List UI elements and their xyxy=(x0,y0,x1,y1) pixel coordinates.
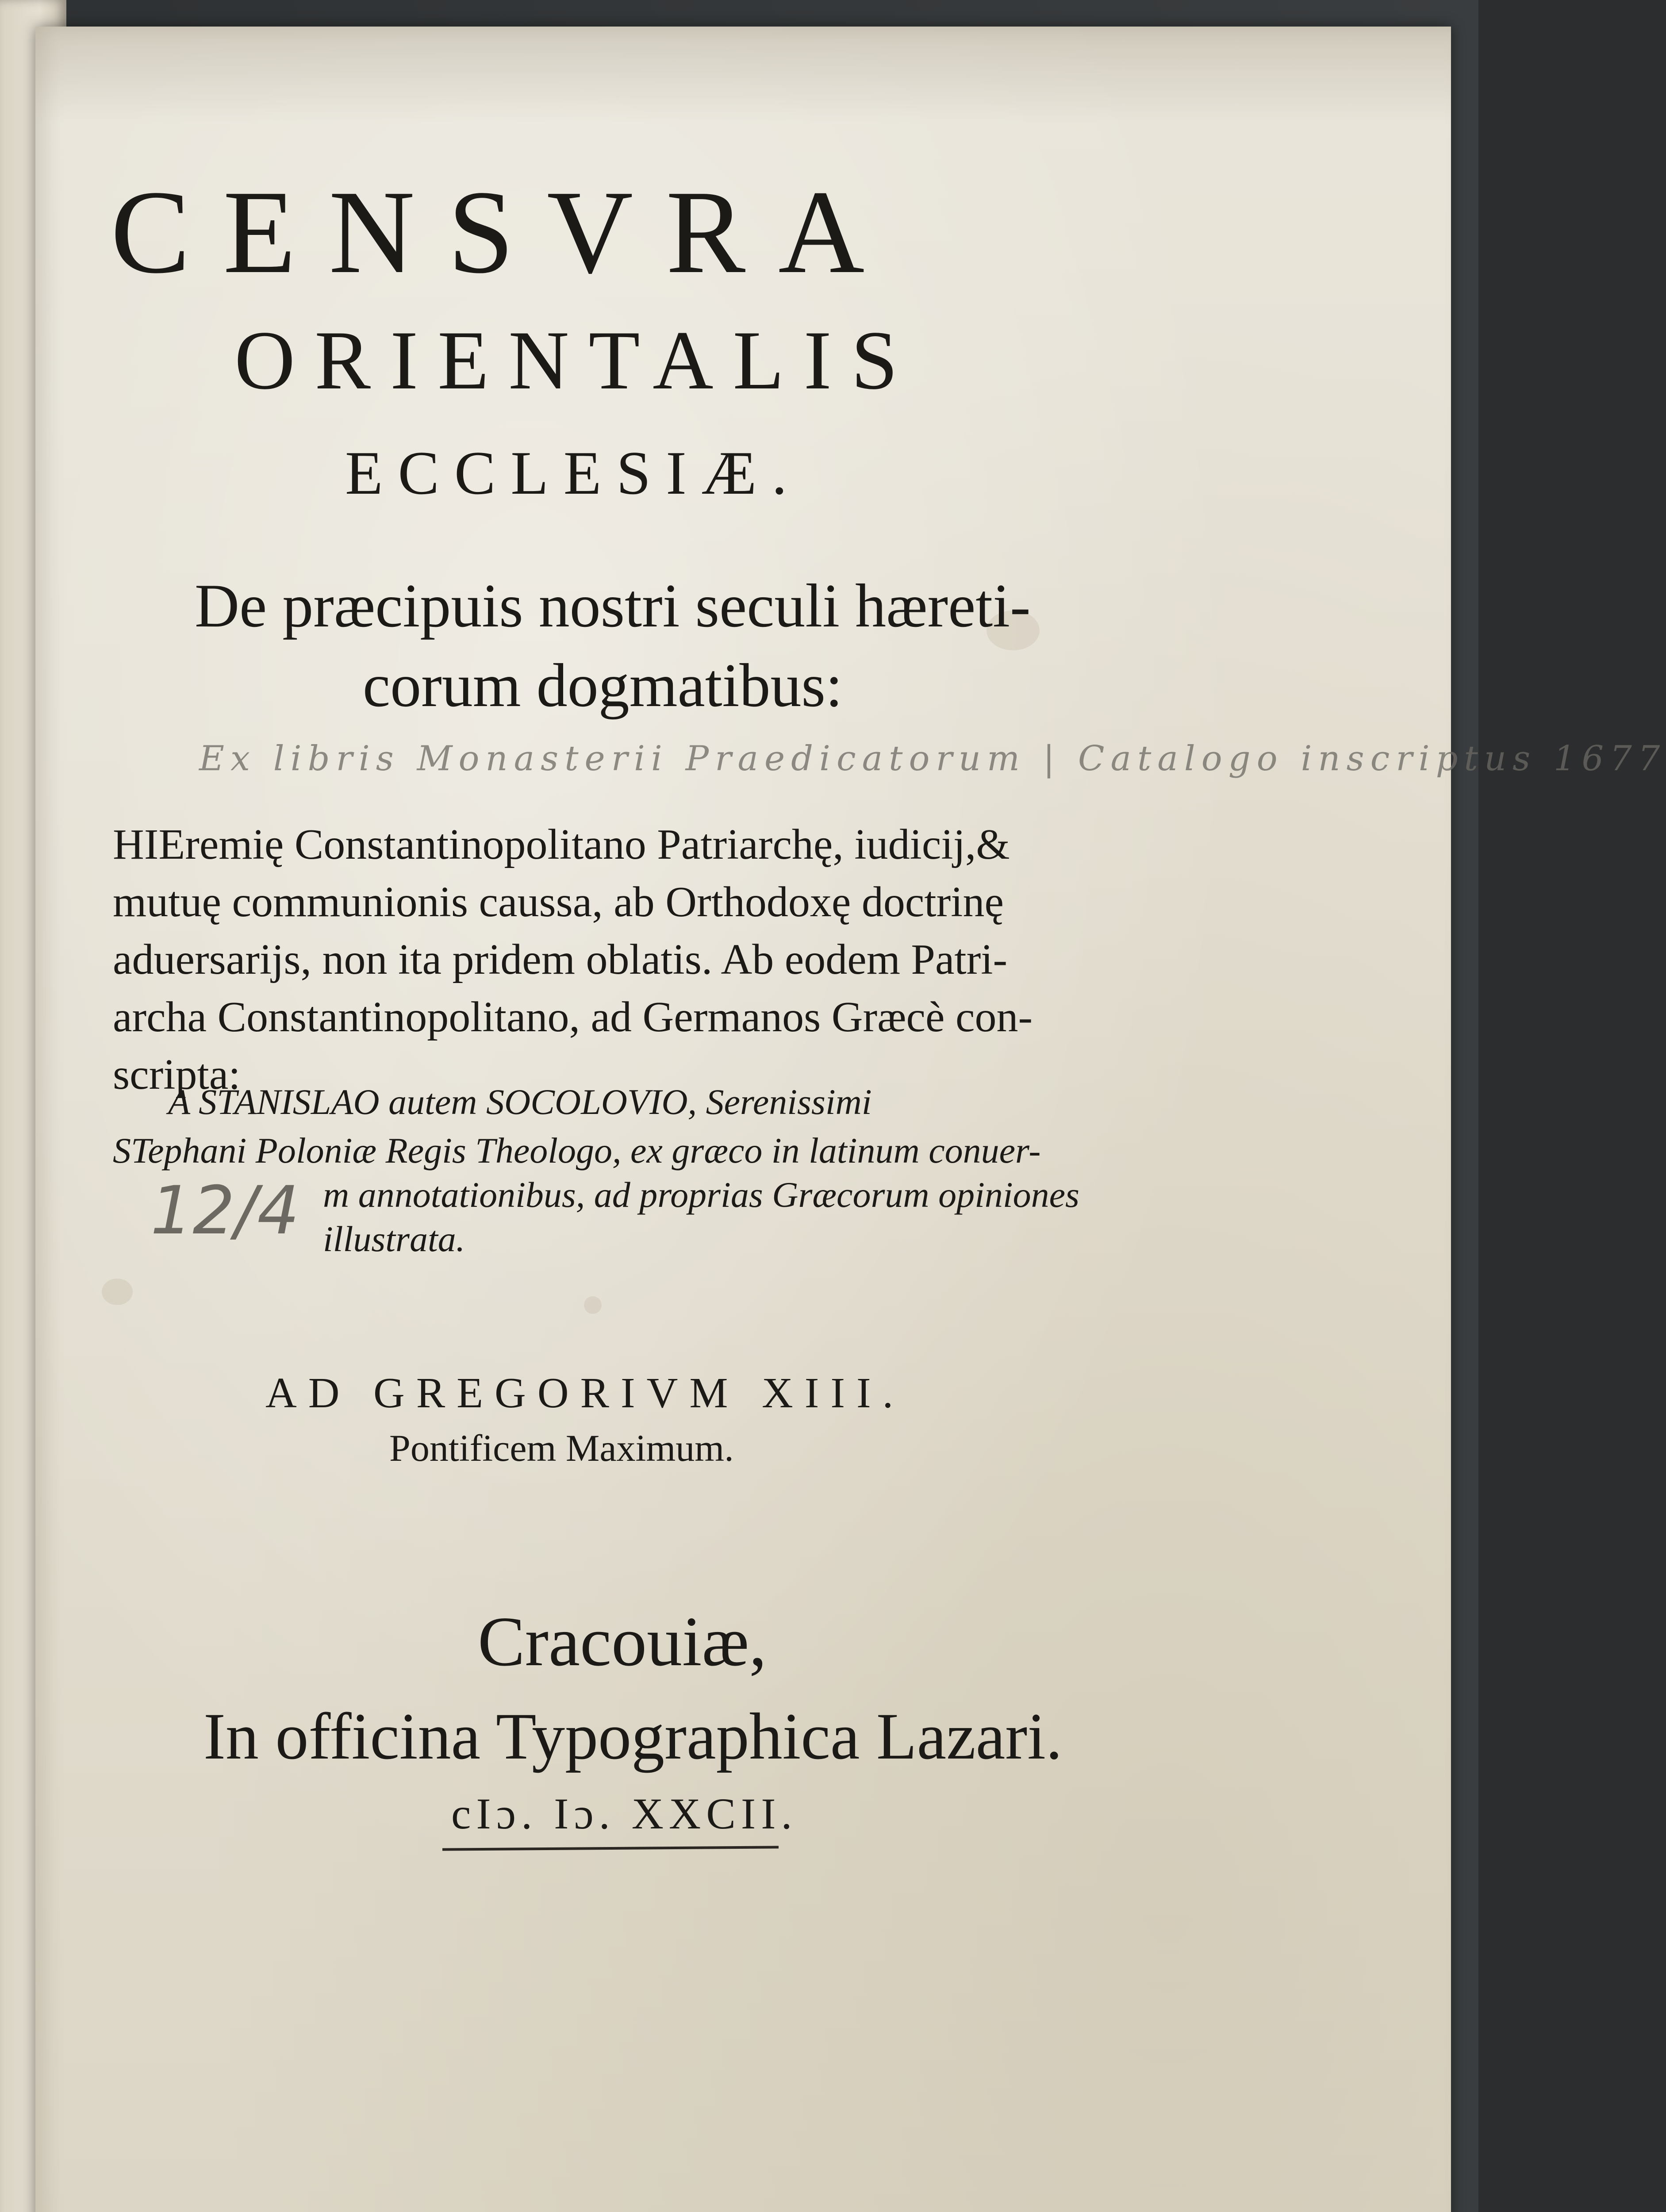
body-line-2: mutuę communionis caussa, ab Orthodoxę doctrinę xyxy=(113,878,1004,926)
paper-stain xyxy=(102,1279,133,1305)
imprint-place: Cracouiæ, xyxy=(478,1602,767,1681)
body-line-4: archa Constantinopolitano, ad Germanos Græcè con- xyxy=(113,993,1033,1041)
paper-stain xyxy=(584,1296,602,1314)
dedication-line-2: Pontificem Maximum. xyxy=(389,1427,734,1469)
imprint-date: cIɔ. Iɔ. XXCII. xyxy=(451,1789,798,1838)
title-line-3: ECCLESIÆ. xyxy=(345,439,802,507)
title-line-1: CENSVRA xyxy=(111,166,898,298)
title-line-2: ORIENTALIS xyxy=(234,314,917,407)
imprint-printer: In officina Typographica Lazari. xyxy=(203,1700,1063,1773)
title-page xyxy=(35,27,1666,2212)
handwritten-shelfmark: 12/4 xyxy=(150,1172,299,1249)
subtitle-line-2: corum dogmatibus: xyxy=(363,651,843,720)
body-line-5: scripta: xyxy=(113,1051,241,1098)
dedication-line-1: AD GREGORIVM XIII. xyxy=(265,1369,905,1417)
translator-line-3: m annotationibus, ad proprias Græcorum opiniones xyxy=(323,1175,1079,1215)
subtitle-line-1: De præcipuis nostri seculi hæreti- xyxy=(195,572,1031,640)
translator-line-1: A STANISLAO autem SOCOLOVIO, Serenissimi xyxy=(168,1082,872,1122)
body-line-1: HIEremię Constantinopolitano Patriarchę, iudicij,& xyxy=(113,821,1010,868)
manuscript-ownership-note: Ex libris Monasterii Praedicatorum | Catalogo inscriptus 1677 xyxy=(199,739,1666,779)
translator-line-2: STephani Poloniæ Regis Theologo, ex græco in latinum conuer- xyxy=(113,1130,1041,1171)
body-line-3: aduersarijs, non ita pridem oblatis. Ab eodem Patri- xyxy=(113,936,1008,983)
translator-line-4: illustrata. xyxy=(323,1219,465,1259)
page-top-wear xyxy=(35,27,1451,124)
date-underline xyxy=(442,1846,779,1851)
